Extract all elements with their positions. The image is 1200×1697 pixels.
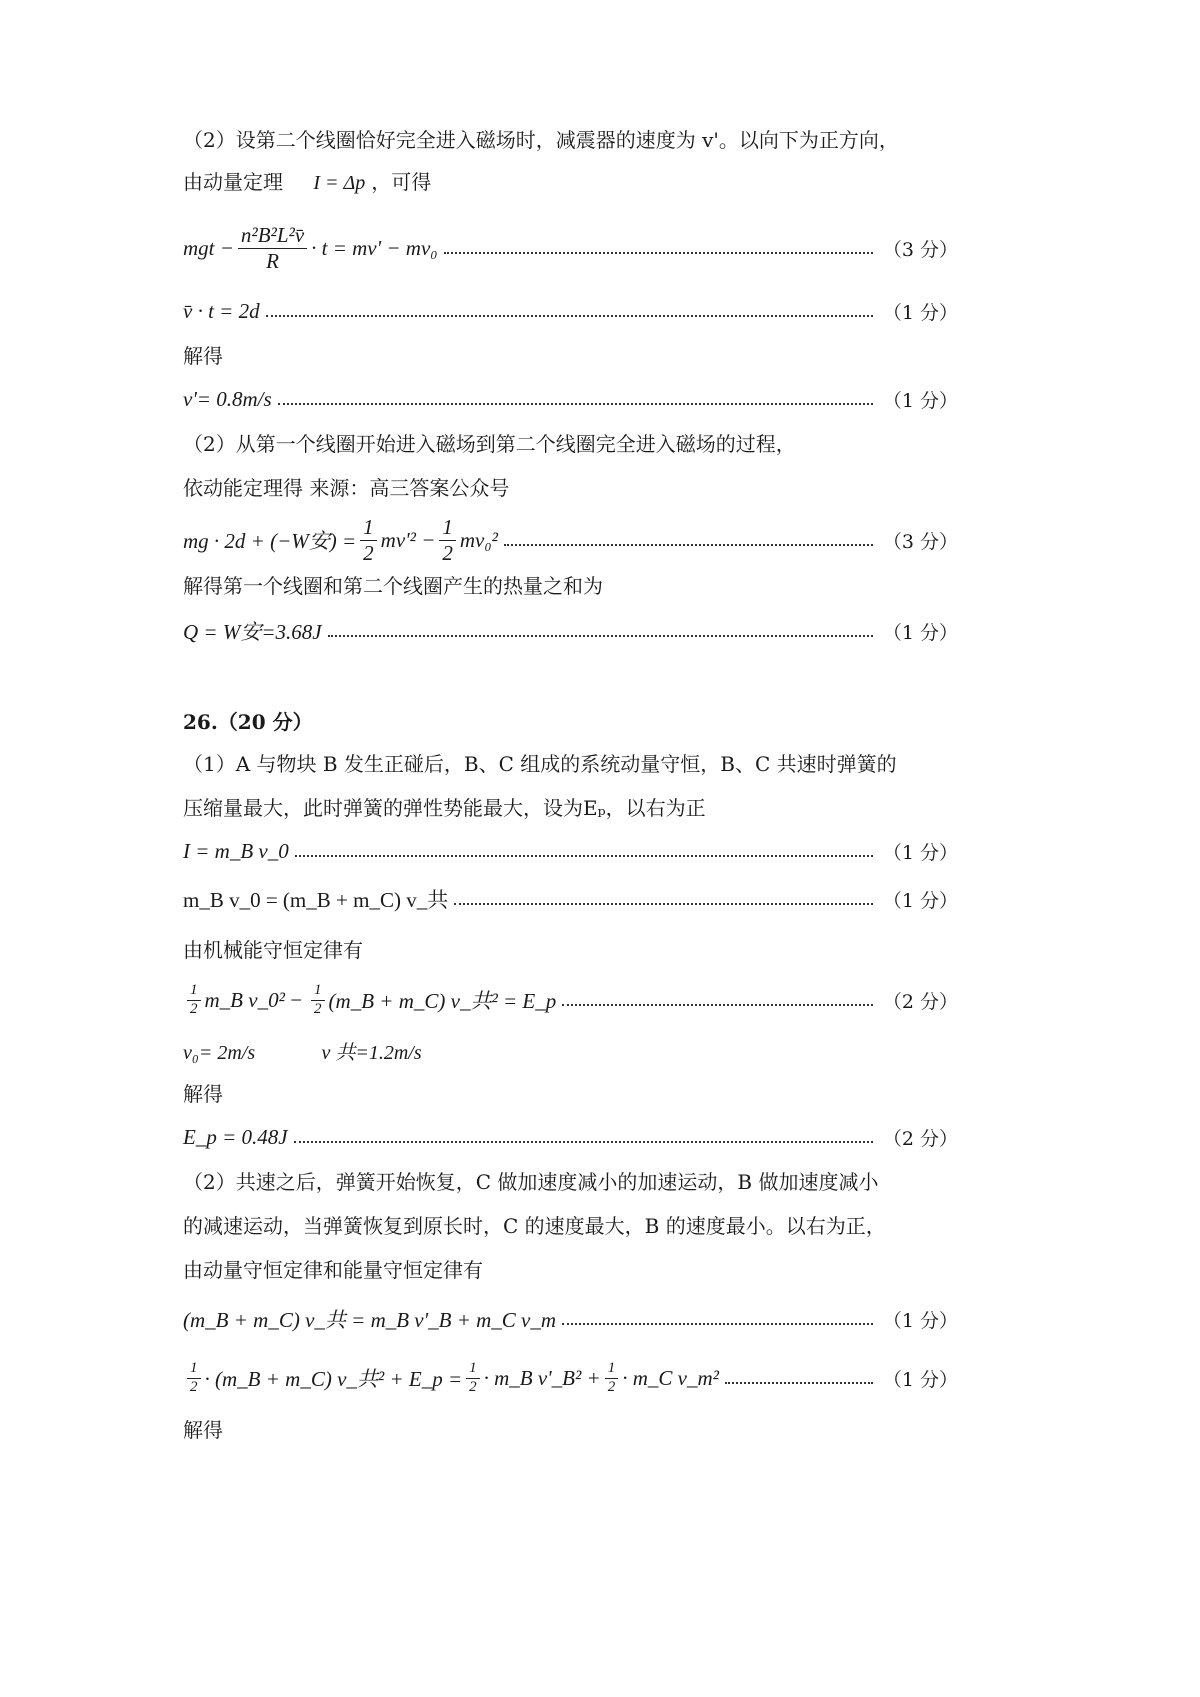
numerator: 1 xyxy=(466,1360,480,1378)
equation-row xyxy=(183,836,958,866)
question-heading: 26.（20 分） xyxy=(183,710,313,734)
score: （1 分） xyxy=(882,889,958,912)
dot-leader xyxy=(454,902,873,905)
eq-lhs: mgt − xyxy=(183,235,234,260)
fraction-half xyxy=(311,982,325,1018)
equation: v̄ · t = 2d xyxy=(183,298,260,323)
equation-row xyxy=(183,980,958,1020)
score: （2 分） xyxy=(882,1127,958,1150)
eq-rhs: · t = mv' − mv₀ xyxy=(311,235,438,260)
denominator: 2 xyxy=(469,1378,477,1395)
dot-leader xyxy=(266,314,873,317)
equation: m_B v_0 = (m_B + m_C) v_共 xyxy=(183,888,449,912)
dot-leader xyxy=(278,402,873,405)
numerator: 1 xyxy=(605,1360,619,1378)
numerator: 1 xyxy=(187,1360,201,1378)
score: （1 分） xyxy=(882,1309,958,1332)
score: （1 分） xyxy=(882,301,958,324)
score: （1 分） xyxy=(882,621,958,644)
equation: v'= 0.8m/s xyxy=(183,386,272,411)
paragraph: 的减速运动，当弹簧恢复到原长时，C 的速度最大，B 的速度最小。以右为正， xyxy=(183,1214,886,1238)
eq-term: mv₀² xyxy=(459,527,498,552)
equation: I = m_B v_0 xyxy=(183,838,289,863)
equation-row xyxy=(183,1356,958,1400)
equation-row xyxy=(183,296,958,326)
paragraph: （2）从第一个线圈开始进入磁场到第二个线圈完全进入磁场的过程， xyxy=(183,432,796,456)
numerator: 1 xyxy=(439,515,456,540)
inline-equation: I = Δp xyxy=(313,172,366,194)
paragraph: （2）共速之后，弹簧开始恢复，C 做加速度减小的加速运动，B 做加速度减小 xyxy=(183,1170,879,1194)
equation-row xyxy=(183,218,958,278)
fraction-half xyxy=(439,515,456,564)
score: （2 分） xyxy=(882,990,958,1013)
denominator: 2 xyxy=(314,1000,322,1017)
equation: E_p = 0.48J xyxy=(183,1124,288,1149)
equation xyxy=(183,223,438,272)
fraction-half xyxy=(360,515,377,564)
denominator: 2 xyxy=(363,540,374,565)
paragraph: （1）A 与物块 B 发生正碰后，B、C 组成的系统动量守恒，B、C 共速时弹簧的 xyxy=(183,752,897,776)
equation-row xyxy=(183,1302,958,1336)
numerator: 1 xyxy=(311,982,325,1000)
denominator: 2 xyxy=(190,1378,198,1395)
paragraph: 解得 xyxy=(183,1418,223,1442)
paragraph: 依动能定理得 来源：高三答案公众号 xyxy=(183,476,510,500)
dot-leader xyxy=(294,1140,873,1143)
eq-term: · m_C v_m² xyxy=(622,1365,719,1390)
dot-leader xyxy=(295,854,873,857)
dot-leader xyxy=(504,543,873,546)
value: v 共=1.2m/s xyxy=(321,1042,422,1064)
eq-term: mv'² − xyxy=(380,527,436,552)
denominator: 2 xyxy=(442,540,453,565)
score: （1 分） xyxy=(882,1368,958,1391)
dot-leader xyxy=(562,1003,873,1006)
eq-term: · (m_B + m_C) v_共² + E_p = xyxy=(204,1367,463,1391)
equation-row xyxy=(183,510,958,570)
numerator: 1 xyxy=(187,982,201,1000)
text: 由动量定理 xyxy=(183,170,283,194)
paragraph: 压缩量最大，此时弹簧的弹性势能最大，设为Eₚ，以右为正 xyxy=(183,796,706,820)
denominator: 2 xyxy=(607,1378,616,1395)
paragraph: 由动量守恒定律和能量守恒定律有 xyxy=(183,1258,483,1282)
paragraph: 解得 xyxy=(183,344,223,368)
dot-leader xyxy=(562,1322,873,1325)
equation: Q = W安=3.68J xyxy=(183,620,322,644)
eq-lhs: mg · 2d + (−W安) = xyxy=(183,529,357,553)
equation-row xyxy=(183,1122,958,1152)
paragraph: （2）设第二个线圈恰好完全进入磁场时，减震器的速度为 v'。以向下为正方向， xyxy=(183,128,899,152)
paragraph xyxy=(183,170,431,195)
equation-row xyxy=(183,384,958,414)
denominator: R xyxy=(266,248,279,273)
score: （3 分） xyxy=(882,530,958,553)
equation-row xyxy=(183,884,958,914)
dot-leader xyxy=(444,251,873,254)
eq-term: · m_B v'_B² + xyxy=(483,1365,601,1390)
equation: (m_B + m_C) v_共 = m_B v'_B + m_C v_m xyxy=(183,1308,557,1332)
eq-term: m_B v_0² xyxy=(204,987,285,1012)
equation xyxy=(183,515,498,564)
score: （1 分） xyxy=(882,841,958,864)
fraction-half xyxy=(187,982,201,1018)
equation xyxy=(183,1360,719,1396)
numerator: n²B²L²v̄ xyxy=(238,223,307,248)
paragraph: 由机械能守恒定律有 xyxy=(183,938,363,962)
dot-leader xyxy=(725,1381,873,1384)
denominator: 2 xyxy=(190,1000,198,1017)
fraction-half xyxy=(466,1360,480,1396)
equation xyxy=(183,982,556,1018)
equation-row xyxy=(183,616,958,646)
dot-leader xyxy=(328,634,873,637)
fraction xyxy=(238,223,307,272)
fraction-half xyxy=(187,1360,201,1396)
value: v₀= 2m/s xyxy=(183,1042,256,1064)
eq-term: (m_B + m_C) v_共² = E_p xyxy=(328,989,557,1013)
score: （1 分） xyxy=(882,389,958,412)
paragraph: 解得第一个线圈和第二个线圈产生的热量之和为 xyxy=(183,574,603,598)
score: （3 分） xyxy=(882,238,958,261)
fraction-half xyxy=(605,1360,619,1396)
text: ，可得 xyxy=(371,170,432,194)
minus-sign: − xyxy=(288,987,304,1012)
paragraph xyxy=(183,1040,422,1065)
numerator: 1 xyxy=(360,515,377,540)
paragraph: 解得 xyxy=(183,1082,223,1106)
